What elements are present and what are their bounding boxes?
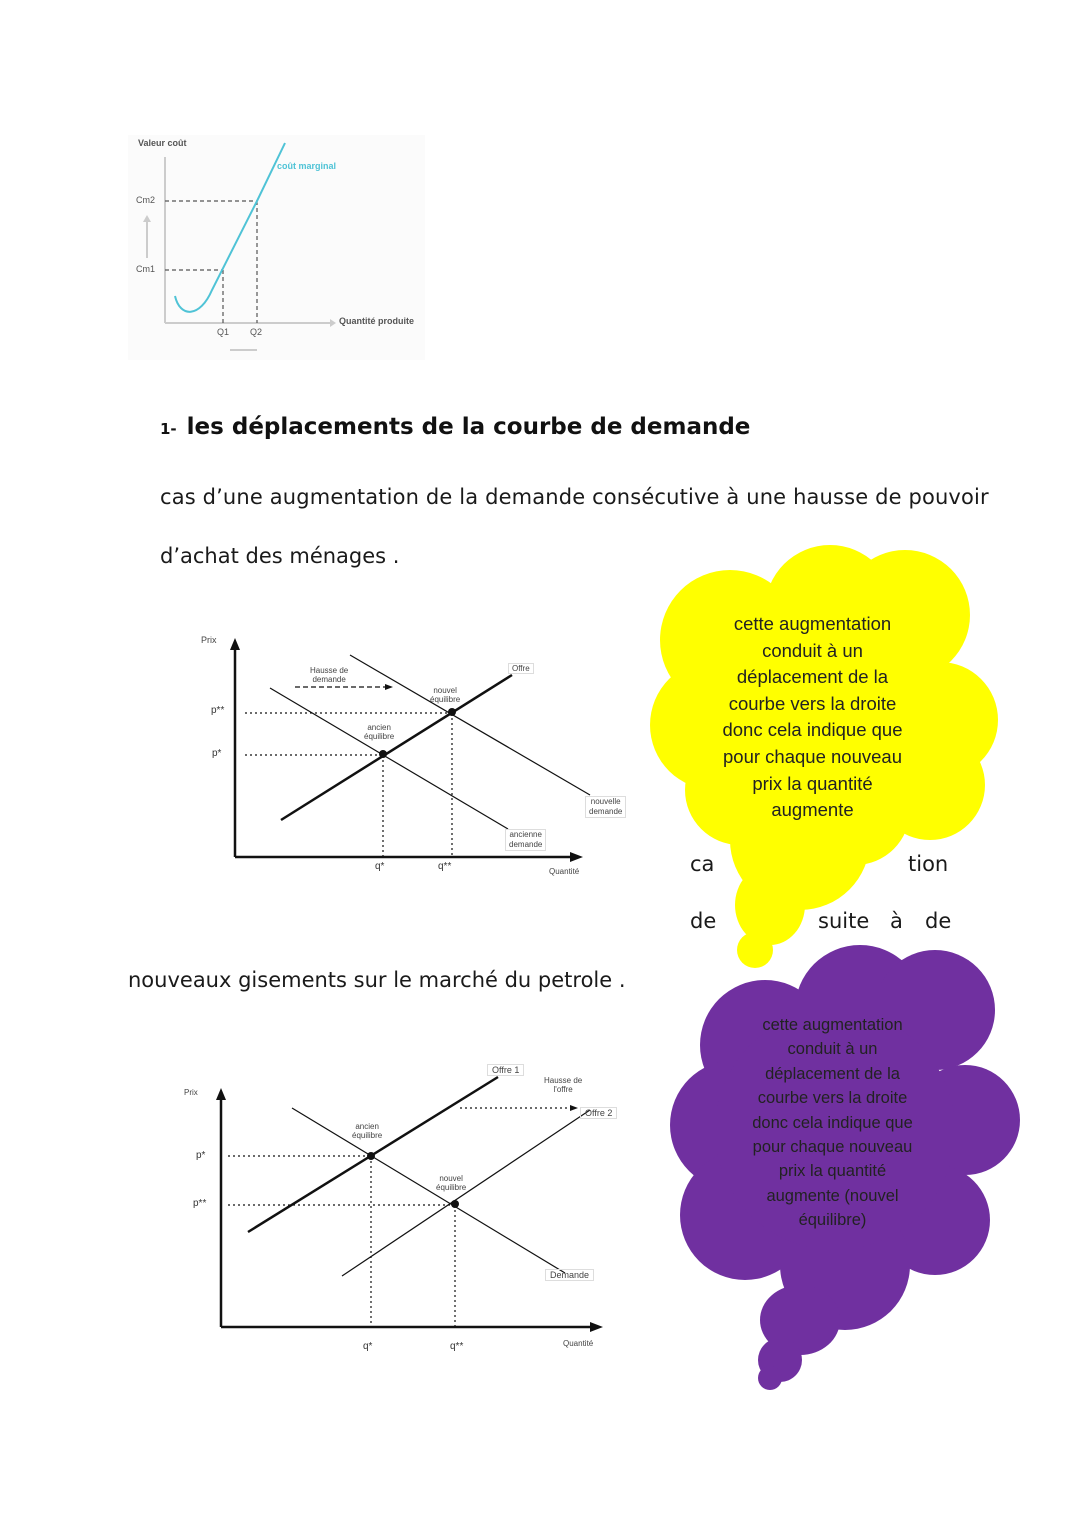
y-axis-label: Prix [201,635,217,645]
paragraph-line-1: cas d’une augmentation de la demande consécutive à une hausse de pouvoir [160,485,989,509]
new-equilibrium-label: nouvel équilibre [430,686,461,704]
x-axis-label: Quantité produite [339,316,414,326]
y-axis-label: Prix [184,1088,198,1097]
x-axis-label: Quantité [563,1339,594,1348]
p-double-star: p** [211,705,225,716]
tick-cm2: Cm2 [136,195,156,205]
old-equilibrium-label: ancien équilibre [352,1122,383,1140]
hidden-text-frag: de [690,909,717,933]
q-star: q* [363,1341,373,1352]
hidden-text-frag: suite [818,909,870,933]
old-demand-label: ancienne demande [505,829,546,851]
new-demand-label: nouvelle demande [585,796,626,818]
y-axis-label: Valeur coût [138,138,187,148]
old-equilibrium-label: ancien équilibre [364,723,395,741]
supply-increase-label: Hausse de l'offre [544,1076,583,1094]
p-star: p* [196,1150,206,1161]
new-equilibrium-label: nouvel équilibre [436,1174,467,1192]
purple-note-text: cette augmentation conduit à un déplacement de la courbe vers la droite donc cela indique que pour chaque nouveau prix la quantité augmente (nouvel équilibre) [752,1016,913,1230]
paragraph-supply: nouveaux gisements sur le marché du petrole . [128,968,626,992]
supply2-label: Offre 2 [580,1107,617,1119]
supply1-label: Offre 1 [487,1064,524,1076]
tick-q1: Q1 [217,327,230,337]
demand-label: Demande [545,1269,594,1281]
section-title: les déplacements de la courbe de demande [186,414,751,440]
q-star: q* [375,861,385,872]
q-double-star: q** [450,1341,464,1352]
hidden-text-frag: tion [908,852,949,876]
q-double-star: q** [438,861,452,872]
p-star: p* [212,748,222,759]
hidden-text-frag: ca [690,852,715,876]
tick-cm1: Cm1 [136,264,156,274]
hidden-text-frag: à [890,909,903,933]
p-double-star: p** [193,1198,207,1209]
curve-label: coût marginal [277,161,337,171]
x-axis-label: Quantité [549,867,580,876]
demand-increase-label: Hausse de demande [310,666,349,684]
supply-label: Offre [508,663,534,674]
tick-q2: Q2 [250,327,263,337]
hidden-text-frag: de [925,909,952,933]
yellow-note-text: cette augmentation conduit à un déplacement de la courbe vers la droite donc cela indique que pour chaque nouveau prix la quantité augmente [722,613,903,821]
paragraph-line-2: d’achat des ménages . [160,544,400,568]
section-number: 1- [160,420,177,438]
